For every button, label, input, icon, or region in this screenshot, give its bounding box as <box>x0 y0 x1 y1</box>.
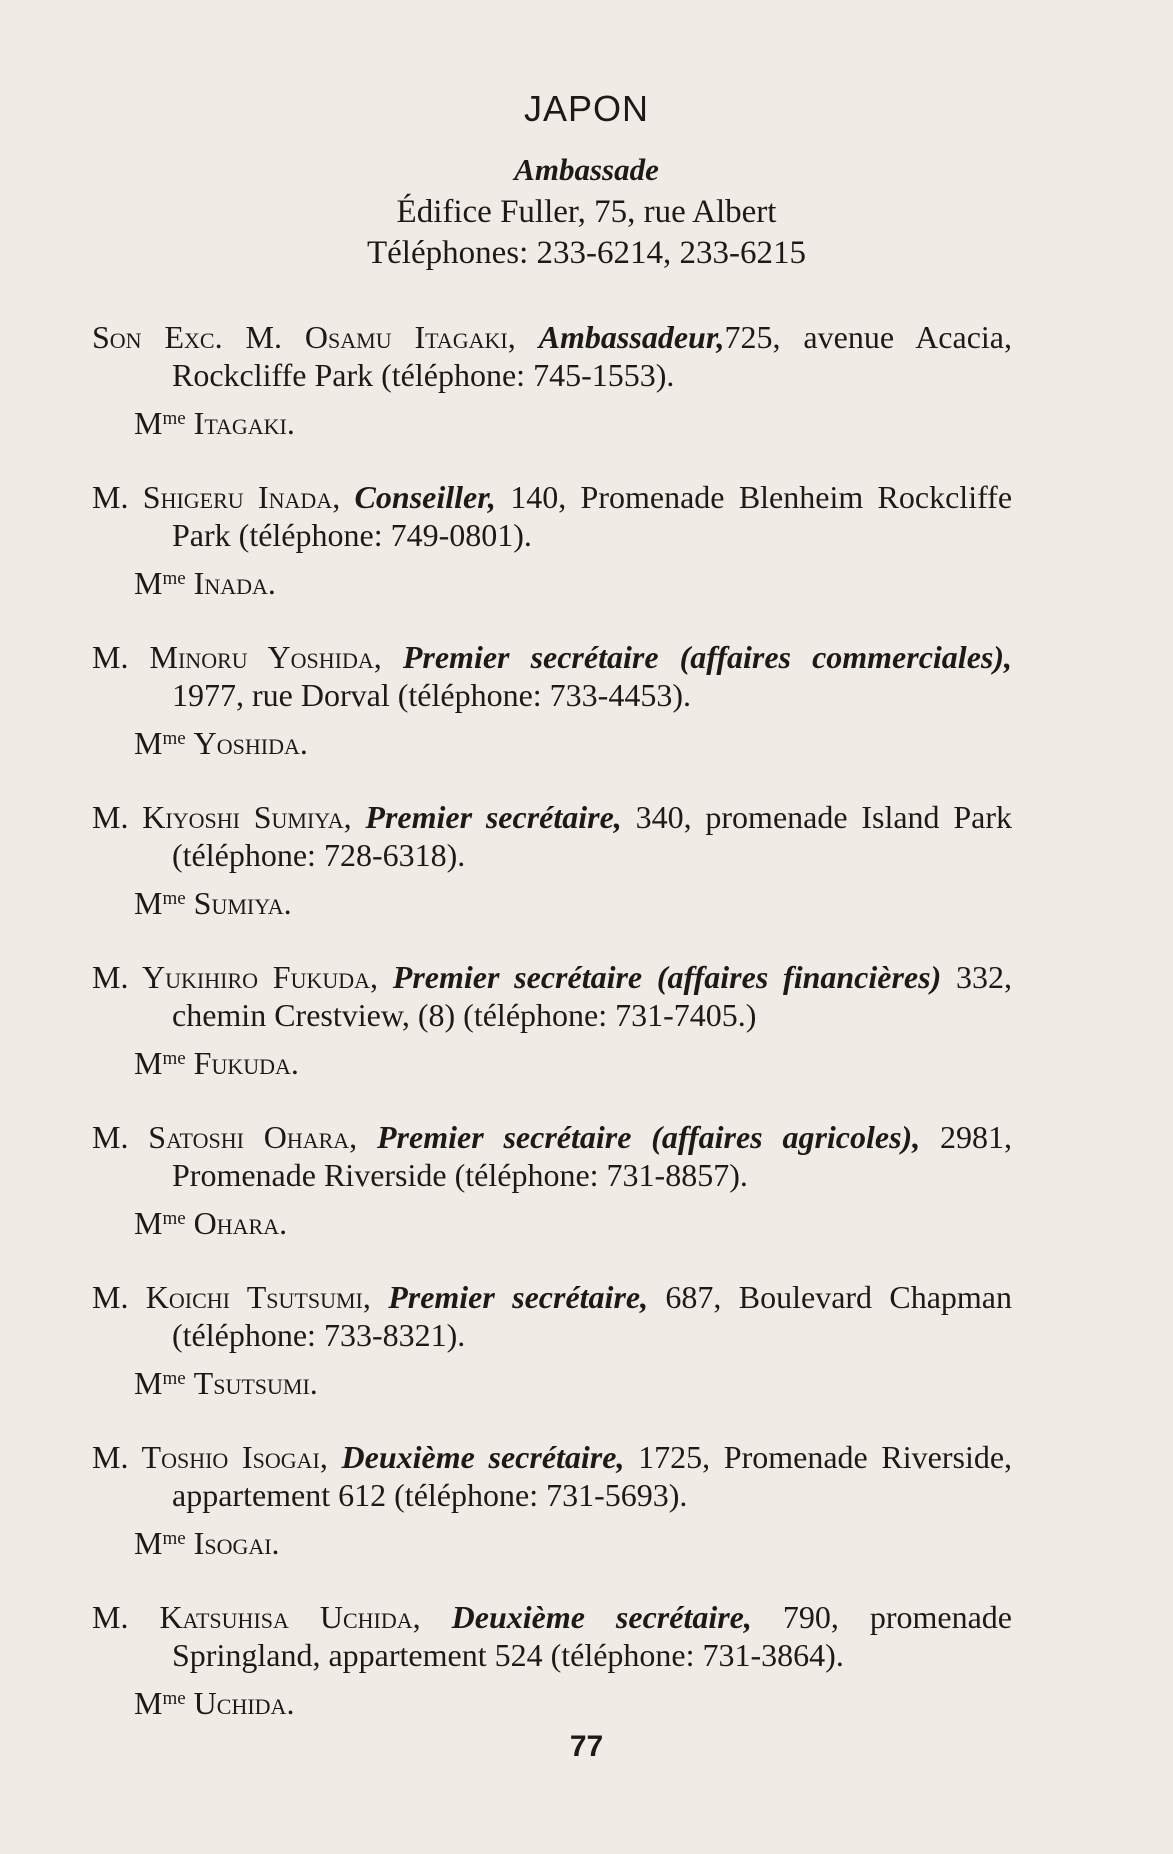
entry-separator: , <box>362 1279 389 1315</box>
entry-name: Katsuhisa Uchida <box>159 1599 413 1635</box>
entry-name: Shigeru Inada <box>142 479 333 515</box>
spouse-name: Yoshida. <box>193 725 308 761</box>
entry <box>92 638 1012 762</box>
entry-line <box>92 1598 1012 1674</box>
entry-line <box>92 1278 1012 1354</box>
entry <box>92 318 1012 442</box>
entry-spouse <box>92 1524 1012 1562</box>
entry-prefix: Son Exc. M. <box>92 319 305 355</box>
entry-line <box>92 798 1012 874</box>
entry-spouse <box>92 404 1012 442</box>
spouse-prefix: M <box>134 725 163 761</box>
spouse-prefix: M <box>134 1525 163 1561</box>
spouse-sup: me <box>162 1688 186 1709</box>
country-heading: JAPON <box>523 88 650 129</box>
entry-name: Toshio Isogai <box>141 1439 320 1475</box>
spouse-name: Sumiya. <box>193 885 292 921</box>
entry-details: 332, chemin Crestview, (8) (téléphone: 731-7405.) <box>172 959 1013 1033</box>
spouse-prefix: M <box>134 885 163 921</box>
entry-title: Premier secrétaire (affaires financières) <box>392 959 942 995</box>
entry-spouse <box>92 1364 1012 1402</box>
spouse-sup: me <box>162 888 186 909</box>
spouse-sup: me <box>162 1528 186 1549</box>
entry-separator: , <box>319 1439 342 1475</box>
spouse-sup: me <box>162 1368 186 1389</box>
spouse-name: Uchida. <box>193 1685 295 1721</box>
entry <box>92 478 1012 602</box>
entry-prefix: M. <box>92 799 143 835</box>
entry-line <box>92 958 1012 1034</box>
embassy-address: Édifice Fuller, 75, rue Albert <box>396 194 777 230</box>
entry-prefix: M. <box>92 479 143 515</box>
spouse-sup: me <box>162 568 186 589</box>
entry-title: Premier secrétaire (affaires agricoles), <box>377 1119 921 1155</box>
entry-line <box>92 478 1012 554</box>
entry-name: Osamu Itagaki <box>304 319 508 355</box>
spouse-name: Isogai. <box>193 1525 280 1561</box>
entry-title: Premier secrétaire, <box>365 799 622 835</box>
entry-separator: , <box>349 1119 377 1155</box>
entry-title: Deuxième secrétaire, <box>451 1599 752 1635</box>
entry-prefix: M. <box>92 1439 142 1475</box>
entry <box>92 1278 1012 1402</box>
entry-details: 140, Promenade Blenheim Rockcliffe Park (téléphone: 749-0801). <box>172 479 1013 553</box>
entry-spouse <box>92 884 1012 922</box>
entry-details: 1977, rue Dorval (téléphone: 733-4453). <box>172 677 691 713</box>
spouse-prefix: M <box>134 1685 163 1721</box>
entry-title: Deuxième secrétaire, <box>341 1439 625 1475</box>
spouse-sup: me <box>162 408 186 429</box>
page-number: 77 <box>569 1730 604 1763</box>
entry-line <box>92 1118 1012 1194</box>
entry-title: Ambassadeur, <box>538 319 725 355</box>
entry <box>92 1438 1012 1562</box>
entry-prefix: M. <box>92 1599 160 1635</box>
entry-line <box>92 1438 1012 1514</box>
embassy-phones: Téléphones: 233-6214, 233-6215 <box>366 235 806 271</box>
entry-title: Premier secrétaire (affaires commerciales), <box>402 639 1012 675</box>
spouse-name: Itagaki. <box>193 405 295 441</box>
entry-prefix: M. <box>92 1119 149 1155</box>
spouse-sup: me <box>162 728 186 749</box>
spouse-name: Tsutsumi. <box>193 1365 318 1401</box>
entry-spouse <box>92 1204 1012 1242</box>
spouse-prefix: M <box>134 1045 163 1081</box>
entry-prefix: M. <box>92 1279 146 1315</box>
entry-name: Yukihiro Fukuda <box>142 959 371 995</box>
spouse-prefix: M <box>134 565 163 601</box>
spouse-name: Ohara. <box>193 1205 288 1241</box>
entry-spouse <box>92 1044 1012 1082</box>
entries-list <box>92 318 1012 1758</box>
entry <box>92 958 1012 1082</box>
entry-details: 790, promenade Springland, appartement 524 (téléphone: 731-3864). <box>172 1599 1012 1673</box>
entry-spouse <box>92 564 1012 602</box>
entry-name: Koichi Tsutsumi <box>145 1279 363 1315</box>
entry-line <box>92 318 1012 394</box>
entry-name: Satoshi Ohara <box>148 1119 350 1155</box>
entry-name: Minoru Yoshida <box>149 639 374 675</box>
entry-spouse <box>92 724 1012 762</box>
entry-separator: , <box>507 319 539 355</box>
entry-details: 687, Boulevard Chapman (téléphone: 733-8321). <box>172 1279 1013 1353</box>
spouse-sup: me <box>162 1048 186 1069</box>
entry-separator: , <box>332 479 355 515</box>
entry-separator: , <box>370 959 393 995</box>
entry-details: 725, avenue Acacia, Rockcliffe Park (téléphone: 745-1553). <box>172 319 1013 393</box>
entry <box>92 798 1012 922</box>
entry <box>92 1118 1012 1242</box>
entry-spouse <box>92 1684 1012 1722</box>
spouse-prefix: M <box>134 405 163 441</box>
entry-title: Premier secrétaire, <box>388 1279 649 1315</box>
entry-prefix: M. <box>92 639 150 675</box>
entry-prefix: M. <box>92 959 143 995</box>
entry-separator: , <box>343 799 366 835</box>
spouse-name: Fukuda. <box>193 1045 299 1081</box>
spouse-prefix: M <box>134 1205 163 1241</box>
entry-separator: , <box>412 1599 452 1635</box>
entry-title: Conseiller, <box>354 479 496 515</box>
spouse-name: Inada. <box>193 565 276 601</box>
entry-details: 1725, Promenade Riverside, appartement 612 (téléphone: 731-5693). <box>172 1439 1013 1513</box>
spouse-sup: me <box>162 1208 186 1229</box>
entry-details: 340, promenade Island Park (téléphone: 728-6318). <box>172 799 1013 873</box>
section-heading: Ambassade <box>514 152 659 187</box>
entry <box>92 1598 1012 1722</box>
entry-separator: , <box>373 639 403 675</box>
entry-name: Kiyoshi Sumiya <box>142 799 344 835</box>
entry-details: 2981, Promenade Riverside (téléphone: 731-8857). <box>172 1119 1013 1193</box>
spouse-prefix: M <box>134 1365 163 1401</box>
entry-line <box>92 638 1012 714</box>
header <box>0 88 1173 272</box>
